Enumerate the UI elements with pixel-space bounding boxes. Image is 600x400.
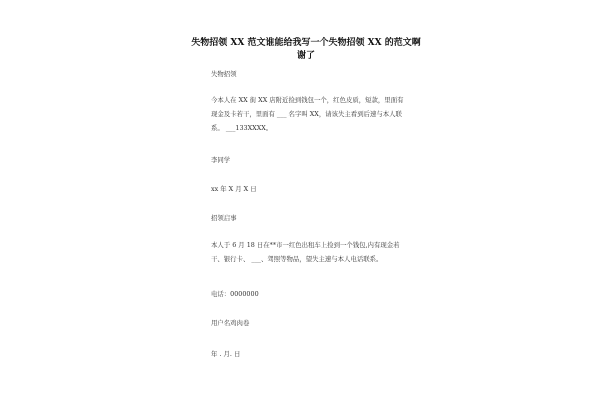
found-wallet-paragraph: 本人于 6 月 18 日在**市一红色出租车上捡到一个钱包,内有现金若干、银行卡、 ___、驾照等物品，望失主速与本人电话联系。 [211,241,400,263]
heading-lost-found: 失物招领 [211,70,237,78]
date-line: 年 . 月. 日 [211,350,241,358]
signature-date: xx 年 X 月 X 日 [211,185,257,193]
phone-line: 电话：0000000 [211,290,259,298]
signature-name: 李同学 [211,156,231,164]
document-title: 失物招领 XX 范文谁能给我写一个失物招领 XX 的范文啊谢了 [191,38,421,61]
username-line: 用户名鸡肉卷 [211,319,250,327]
heading-found-notice: 招领启事 [211,214,237,222]
lost-wallet-paragraph: 今本人在 XX 街 XX 店附近捡到钱包一个，红色皮质，短款，里面有现金及卡若干，里面有 ___ 名字叫 XX，请该失主看到后速与本人联系。 ___133XXXX。 [211,96,404,132]
